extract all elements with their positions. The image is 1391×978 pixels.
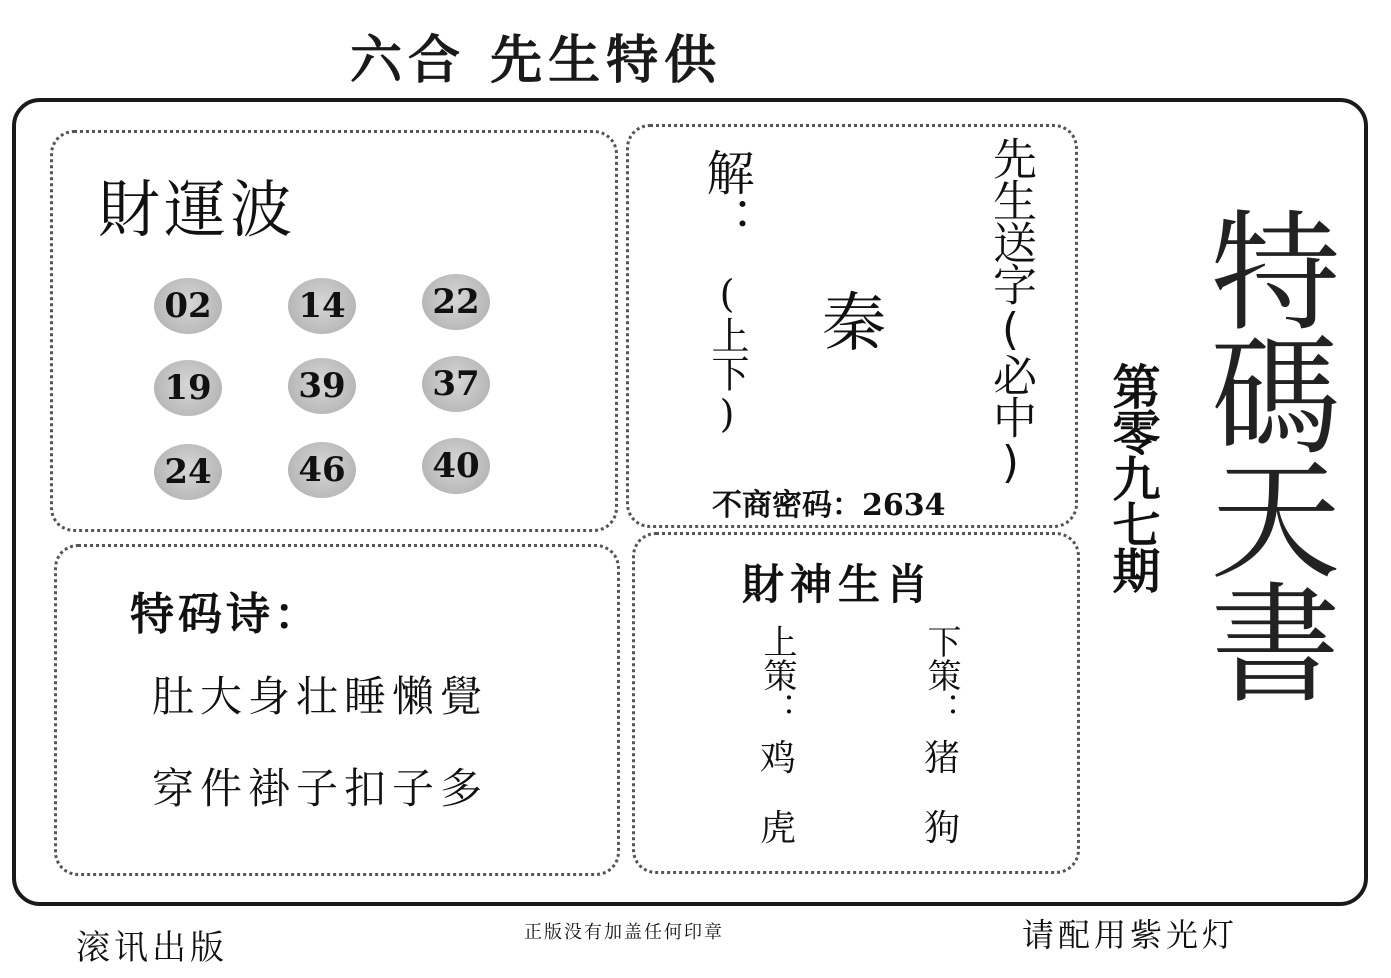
footer-publisher: 滚讯出版 xyxy=(76,928,228,968)
password-value: 2634 xyxy=(862,488,946,523)
poem-title: 特码诗： xyxy=(130,589,322,640)
answer-label: 解： xyxy=(698,148,754,244)
upper-label: 上策： xyxy=(757,624,797,726)
big-title: 特碼天書 xyxy=(1189,204,1341,700)
number-ball: 19 xyxy=(154,360,222,416)
header-title: 六合 先生特供 xyxy=(350,31,723,91)
footer-tip: 请配用紫光灯 xyxy=(1022,916,1239,954)
number-ball: 22 xyxy=(422,274,490,330)
gift-text: 先生送字(必中) xyxy=(985,136,1036,486)
answer-char: 秦 xyxy=(822,287,886,361)
issue-number: 第零九七期 xyxy=(1104,362,1160,592)
number-ball: 02 xyxy=(154,278,222,334)
password-label: 不商密码： xyxy=(712,488,862,523)
number-ball: 40 xyxy=(422,438,490,494)
upper-item: 鸡 xyxy=(760,738,797,779)
answer-hint: (上下) xyxy=(705,272,749,436)
poem-line: 肚大身壮睡懶覺 xyxy=(152,672,489,721)
lower-item: 狗 xyxy=(924,808,961,849)
password-row xyxy=(712,480,946,524)
number-ball: 24 xyxy=(154,444,222,500)
lower-item: 猪 xyxy=(924,738,961,779)
number-ball: 46 xyxy=(288,442,356,498)
zodiac-title: 財神生肖 xyxy=(742,560,935,609)
number-ball: 37 xyxy=(422,356,490,412)
number-ball: 39 xyxy=(288,358,356,414)
wave-title: 財運波 xyxy=(98,173,297,246)
footer-notice: 正版没有加盖任何印章 xyxy=(524,922,724,943)
upper-item: 虎 xyxy=(760,808,797,849)
number-ball: 14 xyxy=(288,278,356,334)
poem-line: 穿件褂子扣子多 xyxy=(152,764,489,813)
lower-label: 下策： xyxy=(921,624,961,726)
